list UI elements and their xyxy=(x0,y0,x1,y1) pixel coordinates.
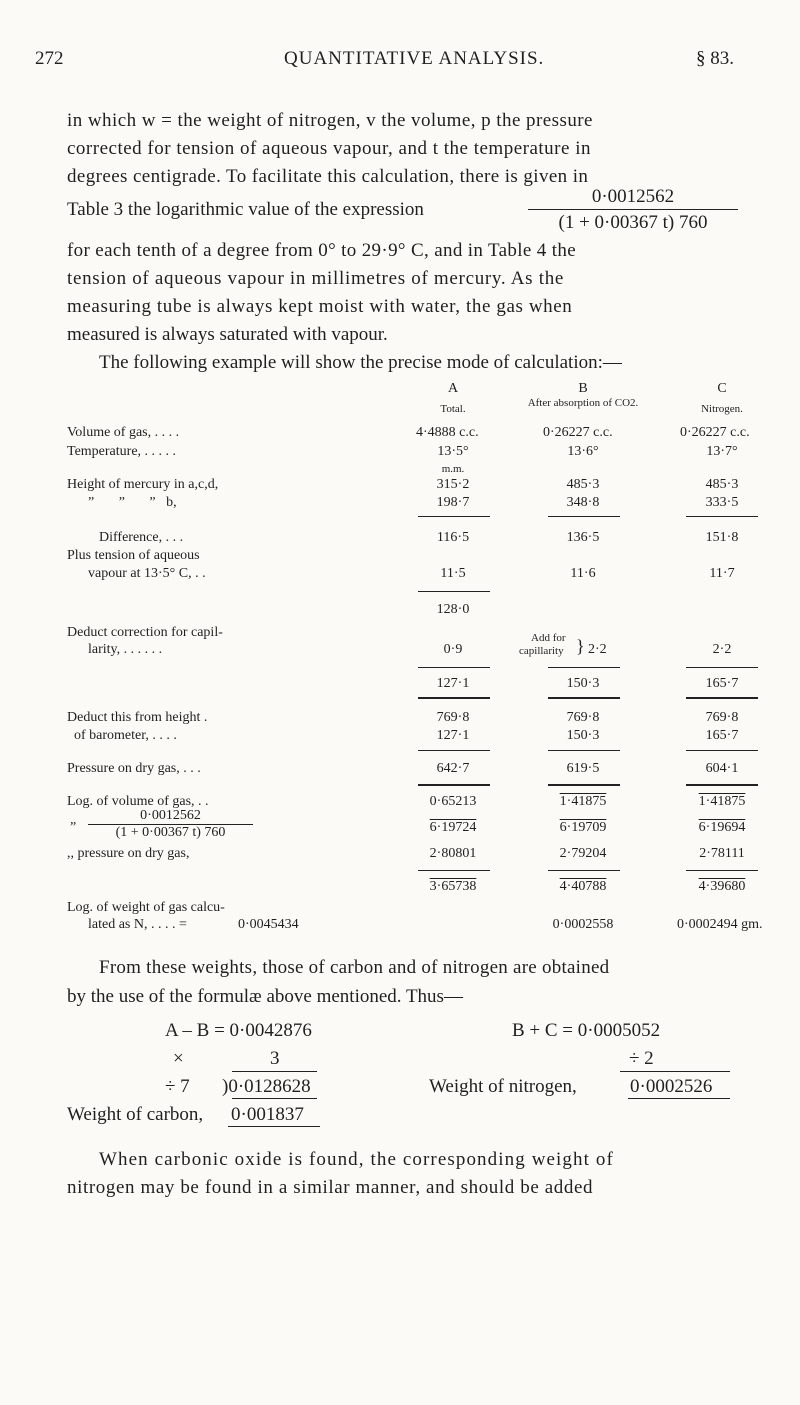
tension-b: 11·6 xyxy=(570,566,596,581)
intro-line-8: measured is always saturated with vapour. xyxy=(67,324,388,345)
col-letter-b: B xyxy=(578,381,588,396)
calc-result-seven: )0·0128628 xyxy=(222,1076,311,1097)
log-pressure-a: 2·80801 xyxy=(429,846,477,861)
rule xyxy=(686,870,758,871)
intro-line-9: The following example will show the precise mode of calculation:— xyxy=(99,352,622,373)
pressure-b: 619·5 xyxy=(566,761,600,776)
barometer-c: 769·8 xyxy=(705,710,739,725)
col-title-total: Total. xyxy=(440,403,466,415)
tension-c: 11·7 xyxy=(709,566,735,581)
closing-line-1: When carbonic oxide is found, the corresponding weight of xyxy=(99,1149,614,1170)
barometer-a: 769·8 xyxy=(436,710,470,725)
section-number: § 83. xyxy=(696,48,734,69)
row-label-capillarity-l1: Deduct correction for capil- xyxy=(67,625,223,640)
weight-c: 0·0002494 gm. xyxy=(677,917,763,932)
ditto-mark: ” xyxy=(70,820,77,835)
log-sum-c: 4·39680 xyxy=(698,879,746,894)
log-fraction xyxy=(88,808,253,841)
deduct-b: 150·3 xyxy=(566,728,600,743)
log-volume-a: 0·65213 xyxy=(429,794,477,809)
calc-a-minus-b: A – B = 0·0042876 xyxy=(165,1020,312,1041)
rule xyxy=(418,697,490,699)
height-b-c: 333·5 xyxy=(705,495,739,510)
intro-line-5: for each tenth of a degree from 0° to 29·9° C, and in Table 4 the xyxy=(67,240,576,261)
add-for-label: Add for xyxy=(531,632,566,644)
row-label-temperature: Temperature, . . . . . xyxy=(67,444,177,459)
intro-line-7: measuring tube is always kept moist with water, the gas when xyxy=(67,296,573,317)
calc-divide-seven: ÷ 7 xyxy=(165,1076,190,1097)
rule xyxy=(232,1071,317,1072)
log-volume-c: 1·41875 xyxy=(698,794,746,809)
expression-fraction xyxy=(528,184,738,235)
rule xyxy=(686,516,758,517)
tension-a: 11·5 xyxy=(440,566,466,581)
fraction-numerator: 0·0012562 xyxy=(528,184,738,210)
log-fraction-c: 6·19694 xyxy=(698,820,746,835)
row-label-height-acd: Height of mercury in a,c,d, xyxy=(67,477,219,492)
rule xyxy=(418,516,490,517)
calc-carbon-value: 0·001837 xyxy=(231,1104,304,1125)
sum2-a: 127·1 xyxy=(436,676,470,691)
rule xyxy=(232,1098,317,1099)
calc-three: 3 xyxy=(270,1048,280,1069)
temperature-b: 13·6° xyxy=(567,444,599,459)
deduct-a: 127·1 xyxy=(436,728,470,743)
weight-b: 0·0002558 xyxy=(552,917,614,932)
volume-b: 0·26227 c.c. xyxy=(543,425,613,440)
row-label-weight: lated as N, . . . . = xyxy=(88,917,187,932)
log-volume-b: 1·41875 xyxy=(559,794,607,809)
brace: } xyxy=(576,636,585,656)
rule xyxy=(418,784,490,786)
closing-line-2: nitrogen may be found in a similar manner, and should be added xyxy=(67,1177,594,1198)
after-line-1: From these weights, those of carbon and of nitrogen are obtained xyxy=(99,957,610,978)
rule xyxy=(548,750,620,751)
difference-c: 151·8 xyxy=(705,530,739,545)
capillarity-c: 2·2 xyxy=(712,642,732,657)
log-fraction-b: 6·19709 xyxy=(559,820,607,835)
rule xyxy=(620,1071,730,1072)
row-label-tension: vapour at 13·5° C, . . xyxy=(88,566,206,581)
difference-a: 116·5 xyxy=(436,530,470,545)
calc-b-plus-c: B + C = 0·0005052 xyxy=(512,1020,661,1041)
calc-nitrogen-label: Weight of nitrogen, xyxy=(429,1076,577,1097)
pressure-a: 642·7 xyxy=(436,761,470,776)
calc-divide-two: ÷ 2 xyxy=(629,1048,654,1069)
sum2-b: 150·3 xyxy=(566,676,600,691)
rule xyxy=(686,784,758,786)
calc-carbon-label: Weight of carbon, xyxy=(67,1104,204,1125)
running-title: QUANTITATIVE ANALYSIS. xyxy=(284,48,545,69)
capillarity-label: capillarity xyxy=(519,645,564,657)
capillarity-a: 0·9 xyxy=(443,642,463,657)
rule xyxy=(548,870,620,871)
row-label-log-pressure: ,, pressure on dry gas, xyxy=(67,846,190,861)
intro-line-1: in which w = the weight of nitrogen, v the volume, p the pressure xyxy=(67,110,593,131)
col-letter-a: A xyxy=(447,381,459,396)
rule xyxy=(686,667,758,668)
col-title-after-absorption: After absorption of CO2. xyxy=(527,397,639,409)
log-fraction-a: 6·19724 xyxy=(429,820,477,835)
height-acd-b: 485·3 xyxy=(566,477,600,492)
row-label-log-volume: Log. of volume of gas, . . xyxy=(67,794,209,809)
col-title-nitrogen: Nitrogen. xyxy=(701,403,743,415)
unit-mm: m.m. xyxy=(441,463,465,475)
sum1-a: 128·0 xyxy=(436,602,470,617)
rule xyxy=(686,697,758,699)
difference-b: 136·5 xyxy=(566,530,600,545)
intro-line-4: Table 3 the logarithmic value of the expression xyxy=(67,199,424,220)
volume-c: 0·26227 c.c. xyxy=(680,425,750,440)
rule xyxy=(548,784,620,786)
intro-line-3: degrees centigrade. To facilitate this calculation, there is given in xyxy=(67,166,589,187)
rule xyxy=(548,697,620,699)
weight-a-value: 0·0045434 xyxy=(238,917,299,932)
calc-nitrogen-value: 0·0002526 xyxy=(630,1076,713,1097)
height-acd-c: 485·3 xyxy=(705,477,739,492)
log-sum-a: 3·65738 xyxy=(429,879,477,894)
rule xyxy=(628,1098,730,1099)
rule xyxy=(418,870,490,871)
row-label-difference: Difference, . . . xyxy=(99,530,184,545)
rule xyxy=(548,516,620,517)
weight-a xyxy=(238,917,299,933)
row-label-barometer: of barometer, . . . . xyxy=(74,728,177,743)
row-label-tension-l1: Plus tension of aqueous xyxy=(67,548,200,563)
row-label-pressure: Pressure on dry gas, . . . xyxy=(67,761,201,776)
height-b-a: 198·7 xyxy=(436,495,470,510)
height-acd-a: 315·2 xyxy=(436,477,470,492)
rule xyxy=(418,667,490,668)
sum2-c: 165·7 xyxy=(705,676,739,691)
row-label-weight-l1: Log. of weight of gas calcu- xyxy=(67,900,225,915)
log-sum-b: 4·40788 xyxy=(559,879,607,894)
row-label-height-b: ” ” ” b, xyxy=(88,495,177,510)
volume-a: 4·4888 c.c. xyxy=(416,425,479,440)
barometer-b: 769·8 xyxy=(566,710,600,725)
rule xyxy=(548,667,620,668)
temperature-c: 13·7° xyxy=(706,444,738,459)
row-label-deduct: Deduct this from height . xyxy=(67,710,208,725)
rule xyxy=(686,750,758,751)
after-line-2: by the use of the formulæ above mentioned. Thus— xyxy=(67,986,463,1007)
log-pressure-c: 2·78111 xyxy=(699,846,745,861)
rule xyxy=(418,591,490,592)
fraction-denominator: (1 + 0·00367 t) 760 xyxy=(558,212,708,233)
col-letter-c: C xyxy=(717,381,727,396)
log-fraction-numerator: 0·0012562 xyxy=(88,808,253,825)
row-label-volume: Volume of gas, . . . . xyxy=(67,425,180,440)
rule xyxy=(418,750,490,751)
deduct-c: 165·7 xyxy=(705,728,739,743)
row-label-capillarity: larity, . . . . . . xyxy=(88,642,163,657)
log-pressure-b: 2·79204 xyxy=(559,846,607,861)
rule xyxy=(228,1126,320,1127)
intro-line-6: tension of aqueous vapour in millimetres of mercury. As the xyxy=(67,268,565,289)
temperature-a: 13·5° xyxy=(437,444,469,459)
calc-times: × xyxy=(173,1048,184,1069)
height-b-b: 348·8 xyxy=(566,495,600,510)
page-number: 272 xyxy=(35,48,64,69)
pressure-c: 604·1 xyxy=(705,761,739,776)
log-fraction-denominator: (1 + 0·00367 t) 760 xyxy=(115,825,226,840)
intro-line-2: corrected for tension of aqueous vapour, and t the temperature in xyxy=(67,138,591,159)
capillarity-b: 2·2 xyxy=(588,642,607,657)
